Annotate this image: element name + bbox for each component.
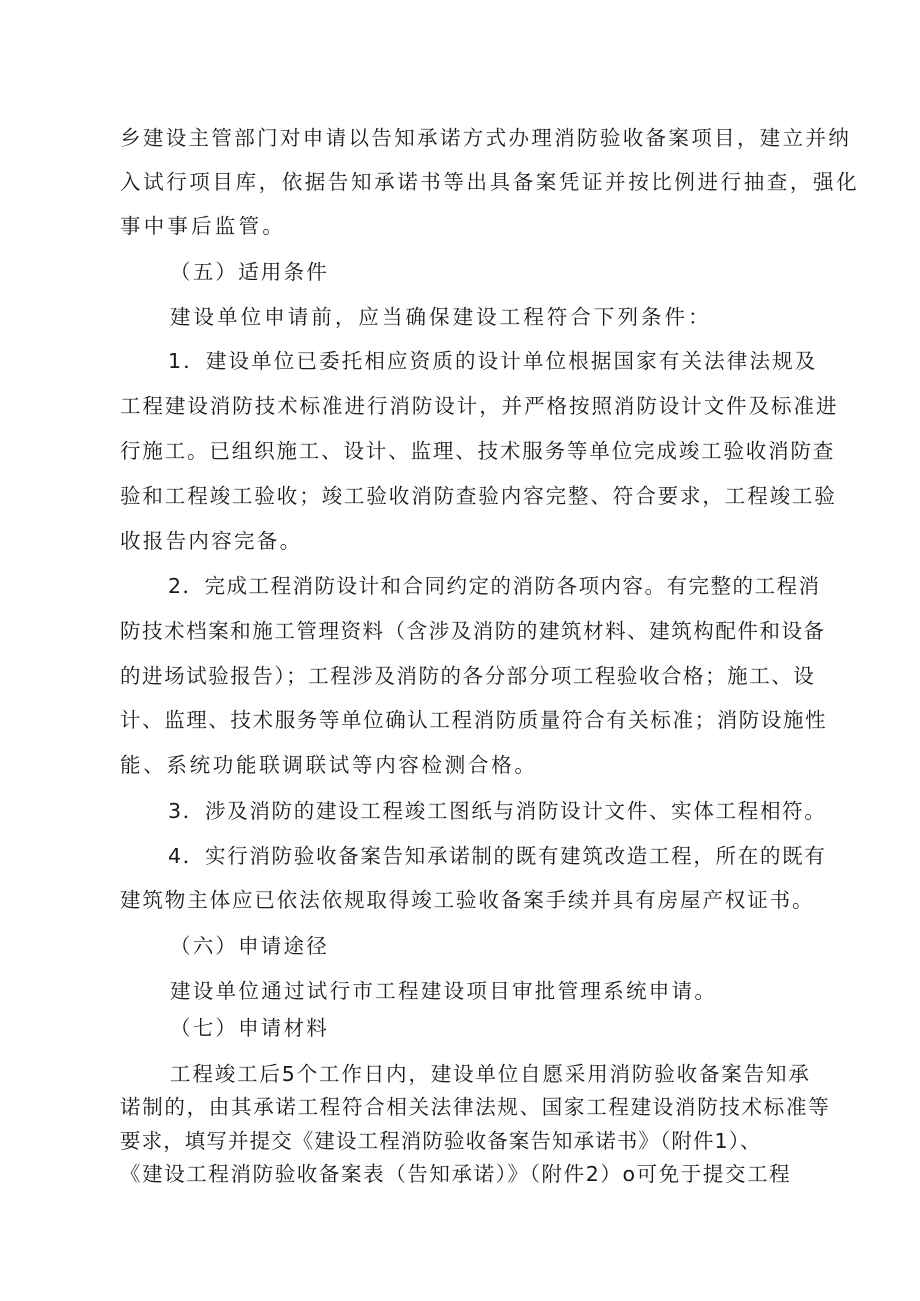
section-heading-5: （五）适用条件	[170, 260, 329, 284]
list-item-1-line: 验和工程竣工验收；竣工验收消防查验内容完整、符合要求，工程竣工验	[120, 484, 837, 508]
paragraph-line: 入试行项目库，依据告知承诺书等出具备案凭证并按比例进行抽查，强化	[120, 170, 860, 194]
list-item-4-line: 建筑物主体应已依法依规取得竣工验收备案手续并具有房屋产权证书。	[120, 888, 815, 912]
list-item-2-line: 计、监理、技术服务等单位确认工程消防质量符合有关标准；消防设施性	[120, 708, 828, 732]
section-heading-7: （七）申请材料	[170, 1016, 329, 1040]
list-item-1-line: 工程建设消防技术标准进行消防设计，并严格按照消防设计文件及标准进	[120, 394, 839, 418]
paragraph-line: 要求，填写并提交《建设工程消防验收备案告知承诺书》（附件1）、	[120, 1129, 762, 1153]
list-item-3-line: 3．涉及消防的建设工程竣工图纸与消防设计文件、实体工程相符。	[168, 799, 827, 823]
list-item-2-line: 的进场试验报告）；工程涉及消防的各分部分项工程验收合格；施工、设	[120, 664, 816, 688]
paragraph-line: 事中事后监管。	[120, 214, 286, 238]
paragraph-line: 工程竣工后5个工作日内，建设单位自愿采用消防验收备案告知承	[170, 1062, 811, 1086]
list-item-1-line: 1．建设单位已委托相应资质的设计单位根据国家有关法律法规及	[168, 349, 818, 373]
paragraph-line: 乡建设主管部门对申请以告知承诺方式办理消防验收备案项目，建立并纳	[120, 126, 852, 150]
paragraph-line: 诺制的，由其承诺工程符合相关法律法规、国家工程建设消防技术标准等	[120, 1095, 831, 1119]
list-item-1-line: 收报告内容完备。	[120, 529, 303, 553]
section-heading-6: （六）申请途径	[170, 934, 329, 958]
paragraph-line: 建设单位通过试行市工程建设项目审批管理系统申请。	[170, 979, 718, 1003]
paragraph-line: 《建设工程消防验收备案表（告知承诺）》（附件2）o可免于提交工程	[120, 1162, 792, 1186]
list-item-2-line: 2．完成工程消防设计和合同约定的消防各项内容。有完整的工程消	[168, 574, 821, 598]
list-item-4-line: 4．实行消防验收备案告知承诺制的既有建筑改造工程，所在的既有	[168, 844, 827, 868]
list-item-2-line: 防技术档案和施工管理资料（含涉及消防的建筑材料、建筑构配件和设备	[120, 619, 826, 643]
list-item-2-line: 能、系统功能联调联试等内容检测合格。	[120, 753, 538, 777]
list-item-1-line: 行施工。已组织施工、设计、监理、技术服务等单位完成竣工验收消防查	[120, 439, 836, 463]
paragraph-line: 建设单位申请前，应当确保建设工程符合下列条件：	[170, 305, 712, 329]
